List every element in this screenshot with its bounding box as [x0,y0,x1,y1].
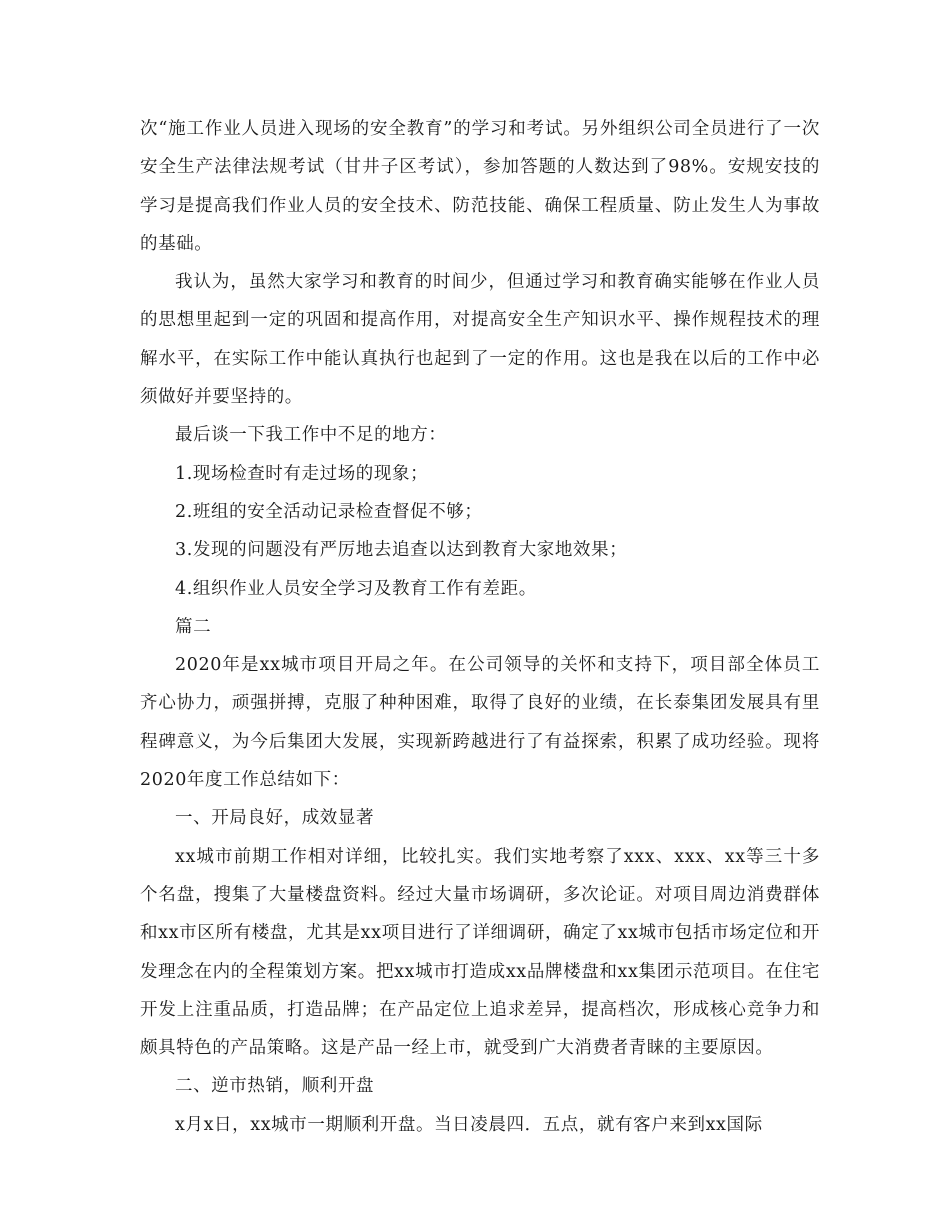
heading-good-start: 一、开局良好，成效显著 [175,808,375,829]
paragraph-continuation: 次“施工作业人员进入现场的安全教育”的学习和考试。另外组织公司全员进行了一次安全生产法律法规考试（甘井子区考试），参加答题的人数达到了98%。安规安技的学习是提高我们作业人员的安全技术、防范技能、确保工程质量、防止发生人为事故的基础。 [140,119,820,254]
list-item-3: 3.发现的问题没有严厉地去追查以达到教育大家地效果； [175,540,628,561]
list-item-4: 4.组织作业人员安全学习及教育工作有差距。 [175,578,537,599]
list-item-1: 1.现场检查时有走过场的现象； [175,463,429,484]
section-heading-part-two: 篇二 [175,616,212,637]
paragraph-shortcomings-intro: 最后谈一下我工作中不足的地方： [175,425,447,446]
document-page [140,110,820,1144]
paragraph-opinion: 我认为，虽然大家学习和教育的时间少，但通过学习和教育确实能够在作业人员的思想里起到一定的巩固和提高作用，对提高安全生产知识水平、操作规程技术的理解水平，在实际工作中能认真执行也起到了一定的作用。这也是我在以后的工作中必须做好并要坚持的。 [140,272,820,408]
heading-hot-sales: 二、逆市热销，顺利开盘 [175,1076,375,1097]
paragraph-preliminary-work: xx城市前期工作相对详细，比较扎实。我们实地考察了xxx、xxx、xx等三十多个名盘，搜集了大量楼盘资料。经过大量市场调研，多次论证。对项目周边消费群体和xx市区所有楼盘，尤其是xx项目进行了详细调研，确定了xx城市包括市场定位和开发理念在内的全程策划方案。把xx城市打造成xx品牌楼盘和xx集团示范项目。在住宅开发上注重品质，打造品牌；在产品定位上追求差异，提高档次，形成核心竞争力和颇具特色的产品策略。这是产品一经上市，就受到广大消费者青睐的主要原因。 [140,846,820,1059]
paragraph-opening-day: x月x日，xx城市一期顺利开盘。当日凌晨四．五点，就有客户来到xx国际 [175,1114,763,1135]
list-item-2: 2.班组的安全活动记录检查督促不够； [175,501,483,522]
paragraph-year-intro: 2020年是xx城市项目开局之年。在公司领导的关怀和支持下，项目部全体员工齐心协力，顽强拼搏，克服了种种困难，取得了良好的业绩，在长泰集团发展具有里程碑意义，为今后集团大发展，实现新跨越进行了有益探索，积累了成功经验。现将2020年度工作总结如下： [140,655,820,791]
